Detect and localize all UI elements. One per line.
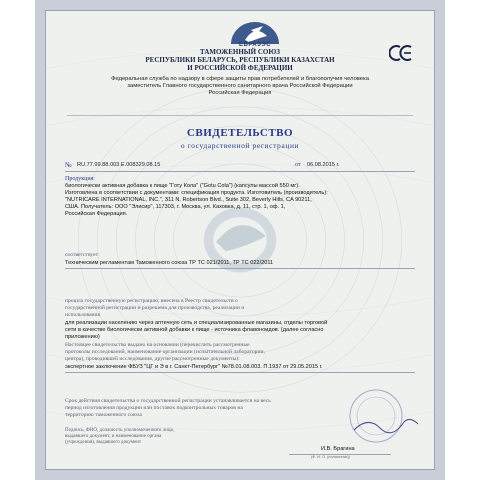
agency-line: Российская Федерация: [208, 90, 272, 96]
signatory-name: И.В. Брагина: [321, 446, 355, 452]
certificate-page: [35, 0, 445, 480]
product-description: [65, 183, 415, 218]
product-line: Российская Федерация.: [65, 211, 128, 217]
faded-line: (учреждения), выдавшего документ: [65, 440, 142, 445]
faded-line: протоколы исследований, наименование организации (испытательной лаборатории,: [65, 349, 265, 355]
faded-line: территорию таможенного союза: [65, 412, 142, 418]
faded-line: прошла государственную регистрацию, внесена в Реестр свидетельств о: [65, 298, 238, 304]
faded-line: период изготовления продукции или поставок подконтрольных товаров на: [65, 405, 243, 411]
usage-faded: [65, 298, 415, 319]
divider: [67, 115, 413, 116]
divider: [65, 268, 415, 269]
basis-faded: [65, 342, 415, 363]
document-subtitle: о государственной регистрации: [180, 141, 300, 150]
faded-line: Настоящее свидетельство выдано на основании (перечислить рассмотренные: [65, 342, 250, 348]
registration-date: 06.08.2015 г.: [307, 162, 340, 168]
faded-line: центра), проводившей исследования, другие рассмотренные документы):: [65, 356, 240, 362]
registration-number: RU.77.99.88.003.E.008329.08.15: [77, 162, 161, 168]
validity-faded: [65, 398, 311, 419]
union-title-line: ТАМОЖЕННЫЙ СОЮЗ: [200, 48, 280, 56]
product-line: биологически активная добавка к пище "Готу Кола" ("Gotu Cola") (капсулы массой 550 мг).: [65, 183, 300, 189]
number-prefix: №: [65, 161, 72, 169]
agency-line: Федеральная служба по надзору в сфере защиты прав потребителей и благополучия человека: [111, 76, 369, 82]
conformity-text: Техническим регламентам Таможенного союза ТР ТС 021/2011, ТР ТС 022/2011: [65, 260, 274, 266]
date-prefix: от: [295, 162, 301, 168]
document-title: СВИДЕТЕЛЬСТВО: [186, 127, 294, 139]
faded-line: выдавшего документ, и наименование органа: [65, 434, 162, 439]
handwritten-signature: [354, 419, 418, 432]
union-title: [79, 48, 401, 72]
issuing-agency: [67, 76, 413, 97]
product-line: "NUTRICARE INTERNATIONAL, INC.", 311 N. Robertson Blvd., Suite 302, Beverly Hills, CA 90211,: [65, 197, 312, 203]
faded-line: государственной регистрации и разрешена для производства, реализации и: [65, 305, 245, 311]
conformity-label: соответствует: [65, 252, 99, 258]
signature-faded: [65, 428, 221, 446]
usage-line: приложению): [65, 334, 100, 340]
faded-line: использования: [65, 312, 101, 318]
usage-line: сети в качестве биологически активной добавки к пище - источника флавоноидов. (далее согласно: [65, 327, 324, 333]
faded-line: Срок действия свидетельства о государственной регистрации устанавливается на весь: [65, 398, 271, 404]
union-title-line: И РОССИЙСКОЙ ФЕДЕРАЦИИ: [187, 64, 293, 72]
faded-line: Подпись, ФИО, должность уполномоченного лица,: [65, 428, 174, 433]
seal-place: М. П.: [365, 472, 380, 478]
agency-line: заместитель Главного государственного санитарного врача Российской Федерации: [127, 83, 353, 89]
product-line: США. Получатель: ООО "Элисир", 117303, г. Москва, ул. Каховка, д. 11, стр. 1, оф. 1,: [65, 204, 286, 210]
usage-line: для реализации населению через аптечную сеть и специализированные магазины, отделы торговой: [65, 320, 328, 326]
official-stamp: [344, 386, 422, 448]
product-label: Продукция:: [65, 176, 95, 182]
basis-text: экспертное заключение ФБУЗ "ЦГ и Э в г. Санкт-Петербург" №78.01.08.003. П.1937 от 29.05.2015 г.: [65, 364, 323, 370]
divider: [65, 171, 415, 172]
divider: [65, 372, 415, 373]
usage-text: [65, 320, 415, 341]
union-title-line: РЕСПУБЛИКИ БЕЛАРУСЬ, РЕСПУБЛИКИ КАЗАХСТАН: [145, 56, 335, 64]
serial-number: №0322543: [65, 471, 99, 479]
registration-row: [65, 161, 415, 171]
product-line: Изготовлена в соответствии с документами: спецификация продукта. Изготовитель (производитель):: [65, 190, 328, 196]
logo-text: ЕВРАЗЭС: [238, 42, 271, 48]
signatory-caption: (Ф. И. О. (полностью)): [311, 455, 350, 459]
